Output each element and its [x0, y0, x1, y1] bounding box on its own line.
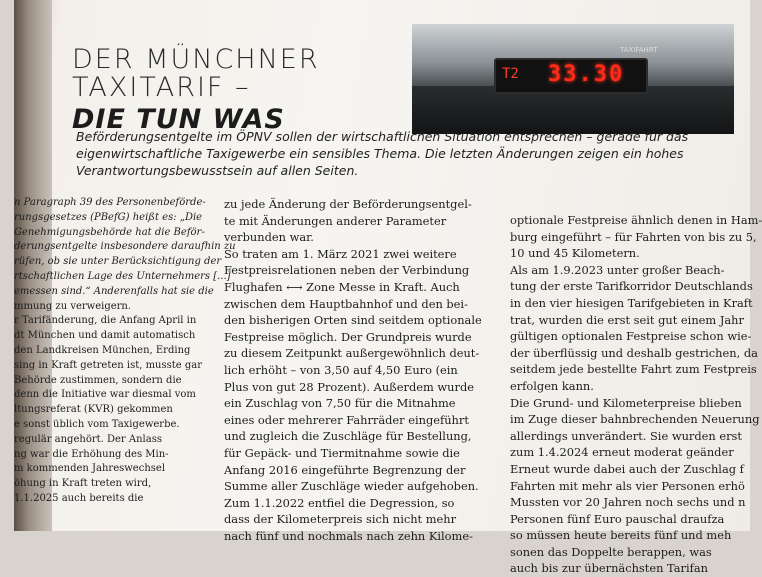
text-line: zu jede Änderung der Beförderungsentgel-: [224, 197, 472, 211]
text-line: rungsgesetzes (PBefG) heißt es: „Die: [14, 211, 203, 223]
text-line: gültigen optionalen Festpreise schon wie-: [510, 329, 752, 344]
text-line: Genehmigungsbehörde hat die Beför-: [14, 226, 205, 238]
text-line: Summe aller Zuschläge wieder aufgehoben.: [224, 479, 479, 494]
text-line: te mit Änderungen anderer Parameter: [224, 213, 447, 228]
text-line: auch bis zur übernächsten Tarifan: [510, 561, 708, 576]
text-line: burg eingeführt – für Fahrten von bis zu 5,: [510, 229, 757, 244]
text-line: so müssen heute bereits fünf und meh: [510, 528, 732, 543]
text-line: erfolgen kann.: [510, 378, 594, 393]
text-line: denn die Initiative war diesmal vom: [14, 389, 196, 401]
text-line: sonen das Doppelte berappen, was: [510, 544, 712, 559]
text-line: rtschaftlichen Lage des Unternehmers [...]: [14, 270, 231, 282]
text-line: nach fünf und nochmals nach zehn Kilome-: [224, 528, 473, 543]
text-line: und zugleich die Zuschläge für Bestellung,: [224, 429, 472, 444]
text-line: r Tarifänderung, die Anfang April in: [14, 315, 197, 327]
text-line: Behörde zustimmen, sondern die: [14, 374, 182, 386]
text-column-1: [14, 196, 236, 507]
taximeter-photo: [412, 24, 734, 134]
text-line: den Landkreisen München, Erding: [14, 344, 191, 356]
text-line: trat, wurden die erst seit gut einem Jahr: [510, 312, 744, 327]
text-line: Die Grund- und Kilometerpreise blieben: [510, 395, 742, 410]
text-line: seitdem jede bestellte Fahrt zum Festpreis: [510, 362, 757, 377]
text-line: derungsentgelte insbesondere daraufhin zu: [14, 241, 236, 253]
text-line: Plus von gut 28 Prozent). Außerdem wurde: [224, 379, 474, 394]
taximeter-display: [494, 58, 648, 94]
text-line: den bisherigen Orten sind seitdem optionale: [224, 313, 482, 328]
text-line: Als am 1.9.2023 unter großer Beach-: [510, 262, 725, 277]
text-line: regulär angehört. Der Anlass: [14, 433, 162, 445]
text-line: eines oder mehrerer Fahrräder eingeführt: [224, 412, 469, 427]
article-headline: [72, 46, 412, 136]
headline-line-2: TAXITARIF –: [72, 72, 251, 103]
text-line: lich erhöht – von 3,50 auf 4,50 Euro (ein: [224, 362, 458, 377]
headline-line-1: DER MÜNCHNER: [72, 44, 320, 75]
text-line: allerdings unverändert. Sie wurden erst: [510, 428, 742, 443]
text-line: der überflüssig und deshalb gestrichen, da: [510, 345, 758, 360]
text-line: zum 1.4.2024 erneut moderat geänder: [510, 445, 734, 460]
text-line: emessen sind.“ Anderenfalls hat sie die: [14, 285, 214, 297]
text-line: Festpreisrelationen neben der Verbindung: [224, 263, 470, 278]
text-line: für Gepäck- und Tiermitnahme sowie die: [224, 445, 460, 460]
text-line: dass der Kilometerpreis sich nicht mehr: [224, 512, 457, 527]
meter-brand: TAXIFAHRT: [620, 46, 658, 54]
text-line: optionale Festpreise ähnlich denen in Ham-: [510, 213, 762, 227]
text-line: tung der erste Tarifkorridor Deutschlands: [510, 279, 753, 294]
text-line: zwischen dem Hauptbahnhof und den bei-: [224, 296, 468, 311]
text-line: Erneut wurde dabei auch der Zuschlag f: [510, 461, 744, 476]
text-line: sing in Kraft getreten ist, musste gar: [14, 359, 203, 371]
meter-price: 33.30: [548, 62, 625, 87]
text-line: Flughafen ⟷ Zone Messe in Kraft. Auch: [224, 279, 460, 294]
magazine-page: [14, 0, 762, 576]
text-line: öhung in Kraft treten wird,: [14, 478, 152, 490]
text-line: Zum 1.1.2022 entfiel die Degression, so: [224, 495, 455, 510]
text-line: So traten am 1. März 2021 zwei weitere: [224, 246, 457, 261]
meter-tariff-tag: T2: [502, 66, 519, 82]
text-column-3: [510, 212, 762, 577]
text-line: im Zuge dieser bahnbrechenden Neuerung: [510, 412, 760, 427]
text-line: 10 und 45 Kilometern.: [510, 246, 640, 261]
text-line: e sonst üblich vom Taxigewerbe.: [14, 418, 180, 430]
text-line: rüfen, ob sie unter Berücksichtigung der: [14, 256, 222, 268]
text-line: verbunden war.: [224, 230, 314, 245]
text-line: n Paragraph 39 des Personenbeförde-: [14, 197, 206, 208]
text-column-2: [224, 196, 508, 544]
text-line: ng war die Erhöhung des Min-: [14, 448, 169, 460]
text-line: in den vier hiesigen Tarifgebieten in Kraft: [510, 295, 753, 310]
text-line: Mussten vor 20 Jahren noch sechs und n: [510, 495, 746, 510]
text-line: Fahrten mit mehr als vier Personen erhö: [510, 478, 745, 493]
text-line: mmung zu verweigern.: [14, 300, 132, 312]
headline-line-3: DIE TUN WAS: [72, 104, 285, 135]
text-line: 1.1.2025 auch bereits die: [14, 492, 144, 504]
text-line: dt München und damit automatisch: [14, 330, 196, 342]
text-line: Anfang 2016 eingeführte Begrenzung der: [224, 462, 466, 477]
text-line: ltungsreferat (KVR) gekommen: [14, 404, 173, 416]
article-lead: Beförderungsentgelte im ÖPNV sollen der wirtschaftlichen Situation entsprechen – gerade für das eigenwirtschaftliche Taxigewerbe ein sensibles Thema. Die letzten Änderungen zeigen ein hohes Verantwortungsbewusstsein auf allen Seiten.: [76, 129, 689, 178]
text-line: zu diesem Zeitpunkt außergewöhnlich deut-: [224, 346, 480, 361]
text-line: ein Zuschlag von 7,50 für die Mitnahme: [224, 396, 456, 411]
text-line: Festpreise möglich. Der Grundpreis wurde: [224, 329, 472, 344]
text-line: Personen fünf Euro pauschal draufza: [510, 511, 725, 526]
text-line: m kommenden Jahreswechsel: [14, 463, 166, 475]
